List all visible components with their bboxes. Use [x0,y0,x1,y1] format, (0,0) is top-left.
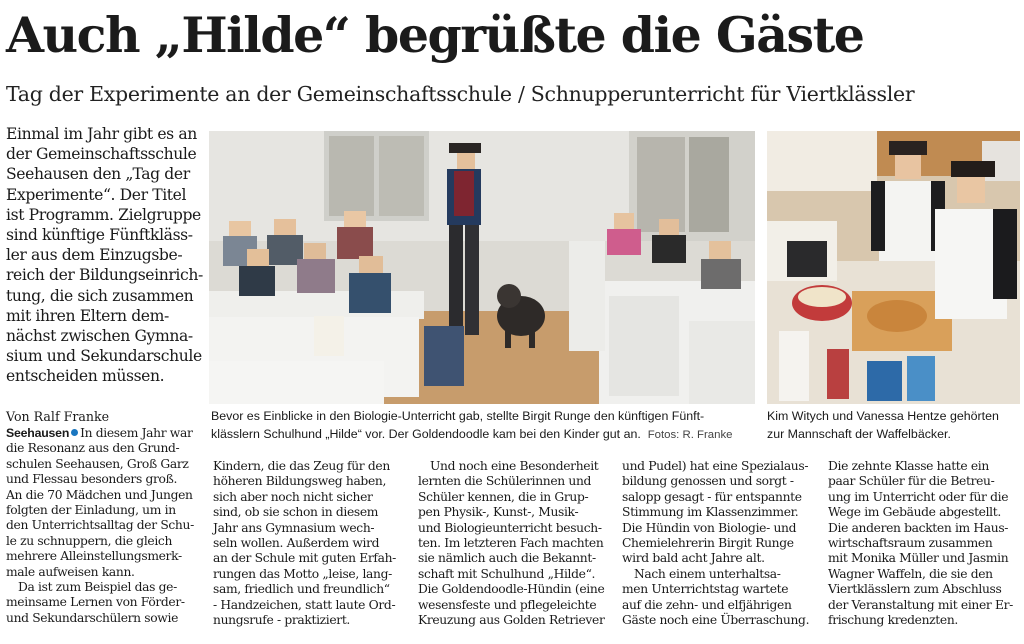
body-line [6,426,202,441]
body-line: male aufweisen kann. [6,564,135,579]
body-line: nungsrufe - praktiziert. [213,613,350,628]
lead-line: Einmal im Jahr gibt es an [6,125,197,143]
photo-caption-1 [211,408,733,444]
body-column-3 [418,459,614,628]
body-line: höheren Bildungsweg haben, [213,474,387,489]
body-line: sind, ob sie schon in diesem [213,505,379,520]
dateline: Seehausen [6,426,70,440]
caption-line: Kim Witych und Vanessa Hentze gehörten [767,409,999,423]
body-line: - Handzeichen, statt laute Ord- [213,597,396,612]
body-line: Und noch eine Besonderheit [430,459,599,473]
body-column-5 [828,459,1024,628]
lead-line: Seehausen den „Tag der [6,165,190,184]
body-line: Die anderen backten im Haus- [828,520,1009,535]
caption-line: zur Mannschaft der Waffelbäcker. [767,426,951,441]
body-line: Wege im Gebäude abgestellt. [828,505,1001,520]
body-line: salopp gesagt - für entspannte [622,489,802,504]
lead-line: tung, die sich zusammen [6,286,194,305]
body-line: Kindern, die das Zeug für den [213,459,390,473]
body-line: seln wollen. Außerdem wird [213,536,380,551]
body-line: schulen Seehausen, Groß Garz [6,456,189,471]
body-line: sich aber noch nicht sicher [213,489,373,504]
body-line: Wagner Waffeln, die sie den [828,566,993,581]
caption-line [211,426,733,445]
body-line: Jahr ans Gymnasium wech- [213,520,375,535]
body-line: wird bald acht Jahre alt. [622,551,765,566]
lead-line: entscheiden müssen. [6,367,165,386]
body-line: sie nämlich auch die Bekannt- [418,551,596,566]
body-line: bildung genossen und sorgt - [622,474,794,489]
body-line: Die Goldendoodle-Hündin (eine [418,582,605,597]
lead-line: Experimente“. Der Titel [6,185,187,204]
caption-line: Bevor es Einblicke in den Biologie-Unterricht gab, stellte Birgit Runge den künftigen Fünft- [211,409,705,423]
body-line: schaft mit Schulhund „Hilde“. [418,566,596,581]
body-line: An die 70 Mädchen und Jungen [6,487,193,502]
body-line: und Pudel) hat eine Spezialaus- [622,459,809,473]
photo-credit: Fotos: R. Franke [647,428,733,441]
classroom-photo-illustration [209,131,755,404]
lead-line: sium und Sekundarschule [6,347,202,366]
body-line: Die Hündin von Biologie- und [622,520,797,535]
body-line-text: In diesem Jahr war [80,426,193,440]
body-line: Nach einem unterhaltsa- [634,566,781,581]
body-line: Viertklässlern zum Abschluss [828,582,1002,597]
body-line: und Sekundarschülern sowie [6,610,178,625]
lead-line: sind künftige Fünftkläss- [6,226,193,245]
body-line: meinsame Lernen von Förder- [6,595,185,610]
body-line: men Unterrichtstag wartete [622,582,789,597]
lead-line: mit ihren Eltern dem- [6,306,169,325]
body-line: die Resonanz aus den Grund- [6,441,180,456]
body-line: und Biologieunterricht besuch- [418,520,602,535]
body-line: frischung kredenzten. [828,613,958,628]
headline: Auch „Hilde“ begrüßte die Gäste [6,6,864,64]
lead-line: ler aus dem Einzugsbe- [6,246,183,265]
body-line: paar Schüler für die Betreu- [828,474,995,489]
body-line: Die zehnte Klasse hatte ein [828,459,989,473]
lead-line: nächst zwischen Gymna- [6,327,193,346]
body-line: an der Schule mit guten Erfah- [213,551,396,566]
body-line: folgten der Einladung, um in [6,503,176,518]
body-line: Da ist zum Beispiel das ge- [18,580,177,595]
lead-paragraph [6,124,202,387]
body-line: Schüler kennen, die in Grup- [418,489,589,504]
body-line: Stimmung im Klassenzimmer. [622,505,799,520]
body-line: Kreuzung aus Golden Retriever [418,613,605,628]
body-line: auf die zehn- und elfjährigen [622,597,792,612]
bullet-dot-icon [71,429,78,436]
caption-text: klässlern Schulhund „Hilde“ vor. Der Goldendoodle kam bei den Kinder gut an. [211,426,641,441]
byline: Von Ralf Franke [6,409,110,424]
body-line: Chemielehrerin Birgit Runge [622,536,794,551]
lead-line: ist Programm. Zielgruppe [6,205,201,224]
photo-caption-2 [767,408,999,443]
body-line: pen Physik-, Kunst-, Musik- [418,505,579,520]
body-line: ten. Im letzteren Fach machten [418,536,604,551]
body-column-1 [6,426,202,626]
body-line: Gäste noch eine Überraschung. [622,613,810,628]
subheadline: Tag der Experimente an der Gemeinschaftsschule / Schnupperunterricht für Viertklässler [6,82,915,106]
lead-line: reich der Bildungseinrich- [6,266,203,285]
body-line: wesensfeste und pflegeleichte [418,597,597,612]
waffle-baking-photo [767,131,1020,404]
body-column-2 [213,459,409,628]
waffle-baking-photo-illustration [767,131,1020,404]
body-line: sam, friedlich und freundlich“ [213,582,390,597]
body-line: wirtschaftsraum zusammen [828,536,993,551]
body-line: der Veranstaltung mit einer Er- [828,597,1013,612]
body-line: den Unterrichtsalltag der Schu- [6,518,194,533]
body-line: ung im Unterricht oder für die [828,489,1009,504]
body-line: und Flessau besonders groß. [6,472,177,487]
lead-line: der Gemeinschaftsschule [6,145,197,164]
body-line: mit Monika Müller und Jasmin [828,551,1009,566]
body-line: rungen das Motto „leise, lang- [213,566,392,581]
body-line: lernten die Schülerinnen und [418,474,592,489]
body-line: mehrere Alleinstellungsmerk- [6,549,182,564]
body-line: le zu schnuppern, die gleich [6,533,173,548]
classroom-photo [209,131,755,404]
body-column-4 [622,459,818,628]
